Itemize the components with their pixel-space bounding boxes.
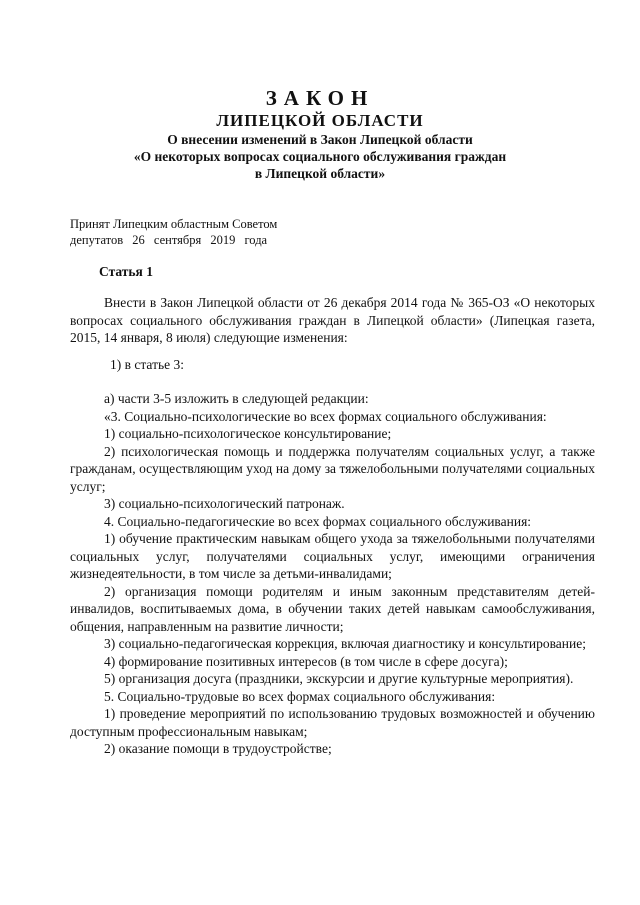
paragraph: 2) психологическая помощь и поддержка получателям социальных услуг, а также гражданам, осуществляющим уход на дому за тяжелобольными получателями социальных услуг; — [70, 443, 595, 494]
article-heading: Статья 1 — [99, 264, 153, 279]
paragraph: 1) социально-психологическое консультирование; — [104, 426, 392, 441]
law-subtitle-line-3: в Липецкой области» — [254, 166, 386, 181]
paragraph: а) части 3-5 изложить в следующей редакции: — [104, 391, 369, 406]
intro-paragraph: Внести в Закон Липецкой области от 26 декабря 2014 года № 365-ОЗ «О некоторых вопросах социального обслуживания граждан в Липецкой области» (Липецкая газета, 2015, 14 января, 8 июля) следующие изменения: — [70, 295, 595, 345]
paragraph: 3) социально-психологический патронаж. — [104, 496, 345, 511]
paragraph: 4) формирование позитивных интересов (в том числе в сфере досуга); — [104, 653, 508, 669]
amendment-text — [70, 390, 595, 758]
paragraph: 2) организация помощи родителям и иным законным представителям детей-инвалидов, воспитываемых дома, в обучении таких детей навыкам самообслуживания, общения, направленным на развитие личности; — [70, 583, 595, 634]
law-header — [0, 86, 640, 182]
law-subtitle-line-2: «О некоторых вопросах социального обслуживания граждан — [133, 149, 507, 164]
paragraph: 5. Социально-трудовые во всех формах социального обслуживания: — [104, 688, 496, 704]
paragraph: «3. Социально-психологические во всех формах социального обслуживания: — [104, 408, 547, 424]
law-subtitle-line-1: О внесении изменений в Закон Липецкой области — [167, 132, 473, 147]
paragraph: 4. Социально-педагогические во всех формах социального обслуживания: — [104, 513, 532, 529]
adoption-line-1: Принят Липецким областным Советом — [70, 217, 278, 231]
law-title: ЗАКОН — [265, 86, 375, 110]
paragraph: 2) оказание помощи в трудоустройстве; — [104, 741, 332, 756]
intro-block — [70, 294, 595, 347]
adoption-note — [70, 216, 277, 248]
paragraph: 1) проведение мероприятий по использованию трудовых возможностей и обучению доступным профессиональным навыкам; — [70, 706, 595, 739]
region-name: ЛИПЕЦКОЙ ОБЛАСТИ — [216, 111, 424, 130]
item1-block — [70, 356, 595, 374]
paragraph: 5) организация досуга (праздники, экскурсии и другие культурные мероприятия). — [104, 671, 574, 686]
item1-paragraph: 1) в статье 3: — [110, 357, 184, 372]
paragraph: 1) обучение практическим навыкам общего ухода за тяжелобольными получателями социальных услуг, получателями социальных услуг, имеющими ограничения жизнедеятельности, в том числе за детьми-инвалидами; — [70, 531, 595, 581]
paragraph: 3) социально-педагогическая коррекция, включая диагностику и консультирование; — [104, 636, 586, 651]
adoption-line-2: депутатов 26 сентября 2019 года — [70, 233, 268, 247]
